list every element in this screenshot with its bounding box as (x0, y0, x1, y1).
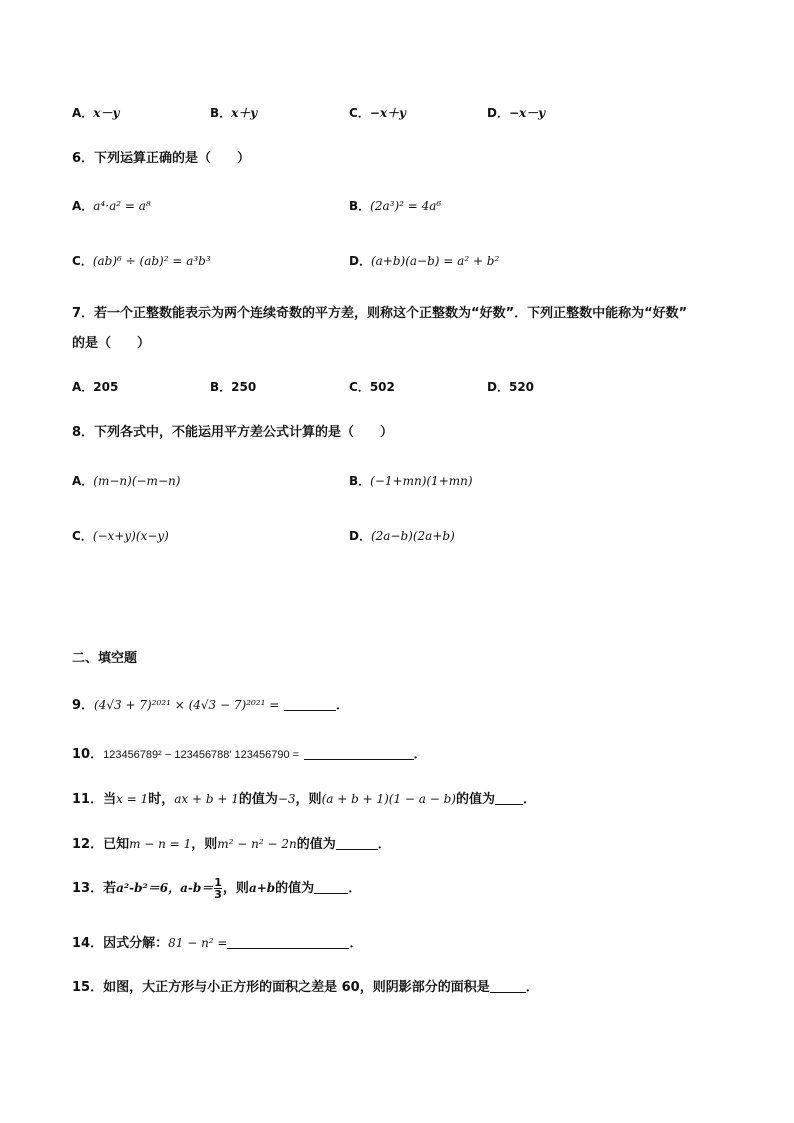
q6-option-b: B．(2a³)² = 4a⁶ (349, 199, 442, 213)
q6-option-a: A．a⁴·a² = a⁸ (72, 199, 151, 213)
q6-option-c: C．(ab)⁶ ÷ (ab)² = a³b³ (72, 254, 211, 268)
q7-option-a: A．205 (72, 380, 119, 394)
q13-answer-blank[interactable] (314, 882, 348, 894)
q8-option-b: B．(−1+mn)(1+mn) (349, 474, 473, 488)
q5-option-c: C．−x＋y (349, 106, 406, 120)
q13-fraction: $\frac{1}{3}$ (214, 876, 222, 901)
q15: 15．如图，大正方形与小正方形的面积之差是 60，则阴影部分的面积是 ． (72, 980, 539, 995)
q10: 10．123456789² − 123456788′ 123456790 = ． (72, 747, 427, 762)
q12: 12．已知m − n = 1，则m² − n² − 2n的值为 ． (72, 837, 391, 852)
q14: 14．因式分解：81 − n² = ． (72, 936, 363, 951)
q6-stem: 6．下列运算正确的是（ ） (72, 151, 251, 166)
q9-answer-blank[interactable] (284, 699, 336, 711)
q5-option-d: D．−x－y (487, 106, 546, 120)
q7-option-b: B．250 (210, 380, 257, 394)
q10-answer-blank[interactable] (304, 748, 414, 760)
q11-answer-blank[interactable] (495, 793, 523, 805)
q7-stem-line2: 的是（ ） (72, 336, 151, 351)
q8-option-a: A．(m−n)(−m−n) (72, 474, 181, 488)
q8-option-c: C．(−x+y)(x−y) (72, 529, 169, 543)
q14-answer-blank[interactable] (227, 937, 349, 949)
q15-answer-blank[interactable] (490, 981, 526, 993)
section-title: 二、填空题 (72, 651, 138, 666)
q12-answer-blank[interactable] (336, 838, 378, 850)
q6-option-d: D．(a+b)(a−b) = a² + b² (349, 254, 500, 268)
q9: 9．(4√3 + 7)²⁰²¹ × (4√3 − 7)²⁰²¹ = ． (72, 698, 349, 713)
q5-option-b: B．x＋y (210, 106, 258, 120)
q7-option-d: D．520 (487, 380, 535, 394)
q13: 13．若a²-b²＝6，a-b＝ $\frac{1}{3}$ ，则a+b的值为 ． (72, 876, 362, 901)
q8-stem: 8．下列各式中，不能运用平方差公式计算的是（ ） (72, 425, 394, 440)
q5-option-a: A．x－y (72, 106, 120, 120)
q11: 11．当x = 1时，ax + b + 1的值为−3，则(a + b + 1)(1 − a − b)的值为 ． (72, 792, 536, 807)
q7-option-c: C．502 (349, 380, 395, 394)
q8-option-d: D．(2a−b)(2a+b) (349, 529, 455, 543)
q7-stem-line1: 7．若一个正整数能表示为两个连续奇数的平方差，则称这个正整数为“好数”．下列正整数中能称为“好数” (72, 306, 688, 321)
